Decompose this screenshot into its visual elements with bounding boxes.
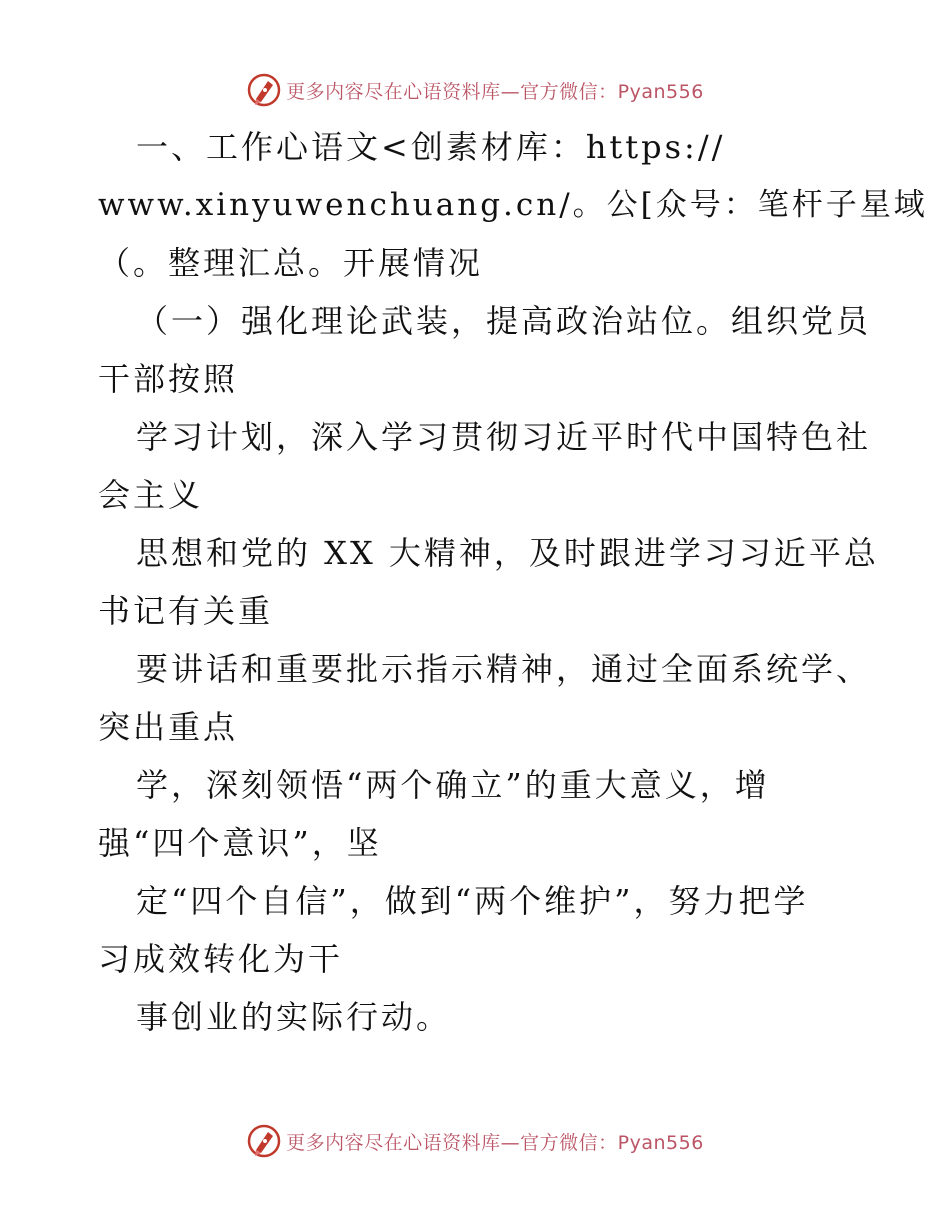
- body-line: 思想和党的 XX 大精神，及时跟进学习习近平总: [136, 534, 879, 572]
- body-line: 学，深刻领悟“两个确立”的重大意义，增: [136, 766, 770, 804]
- body-line: 一、工作心语文<创素材库：https://: [136, 128, 726, 166]
- pen-nib-logo-icon: [246, 1123, 282, 1159]
- body-line: （。整理汇总。开展情况: [98, 244, 484, 282]
- body-line: www.xinyuwenchuang.cn/。公[众号：笔杆子星域: [98, 187, 928, 223]
- header-watermark: [0, 70, 950, 110]
- footer-watermark: [0, 1121, 950, 1161]
- watermark-text: 更多内容尽在心语资料库—官方微信：Pyan556: [286, 80, 704, 103]
- pen-nib-logo-icon: [246, 72, 282, 108]
- body-line: 干部按照: [98, 360, 239, 398]
- body-line: 会主义: [98, 476, 204, 514]
- body-line: 学习计划，深入学习贯彻习近平时代中国特色社: [136, 418, 872, 456]
- body-line: 突出重点: [98, 708, 239, 746]
- body-line: 强“四个意识”，坚: [98, 824, 382, 862]
- body-line: （一）强化理论武装，提高政治站位。组织党员: [136, 302, 872, 340]
- watermark-text: 更多内容尽在心语资料库—官方微信：Pyan556: [286, 1131, 704, 1154]
- body-line: 事创业的实际行动。: [136, 998, 452, 1036]
- body-line: 定“四个自信”，做到“两个维护”，努力把学: [136, 882, 809, 920]
- body-line: 习成效转化为干: [98, 940, 344, 978]
- body-line: 要讲话和重要批示指示精神，通过全面系统学、: [136, 650, 872, 688]
- body-line: 书记有关重: [98, 592, 274, 630]
